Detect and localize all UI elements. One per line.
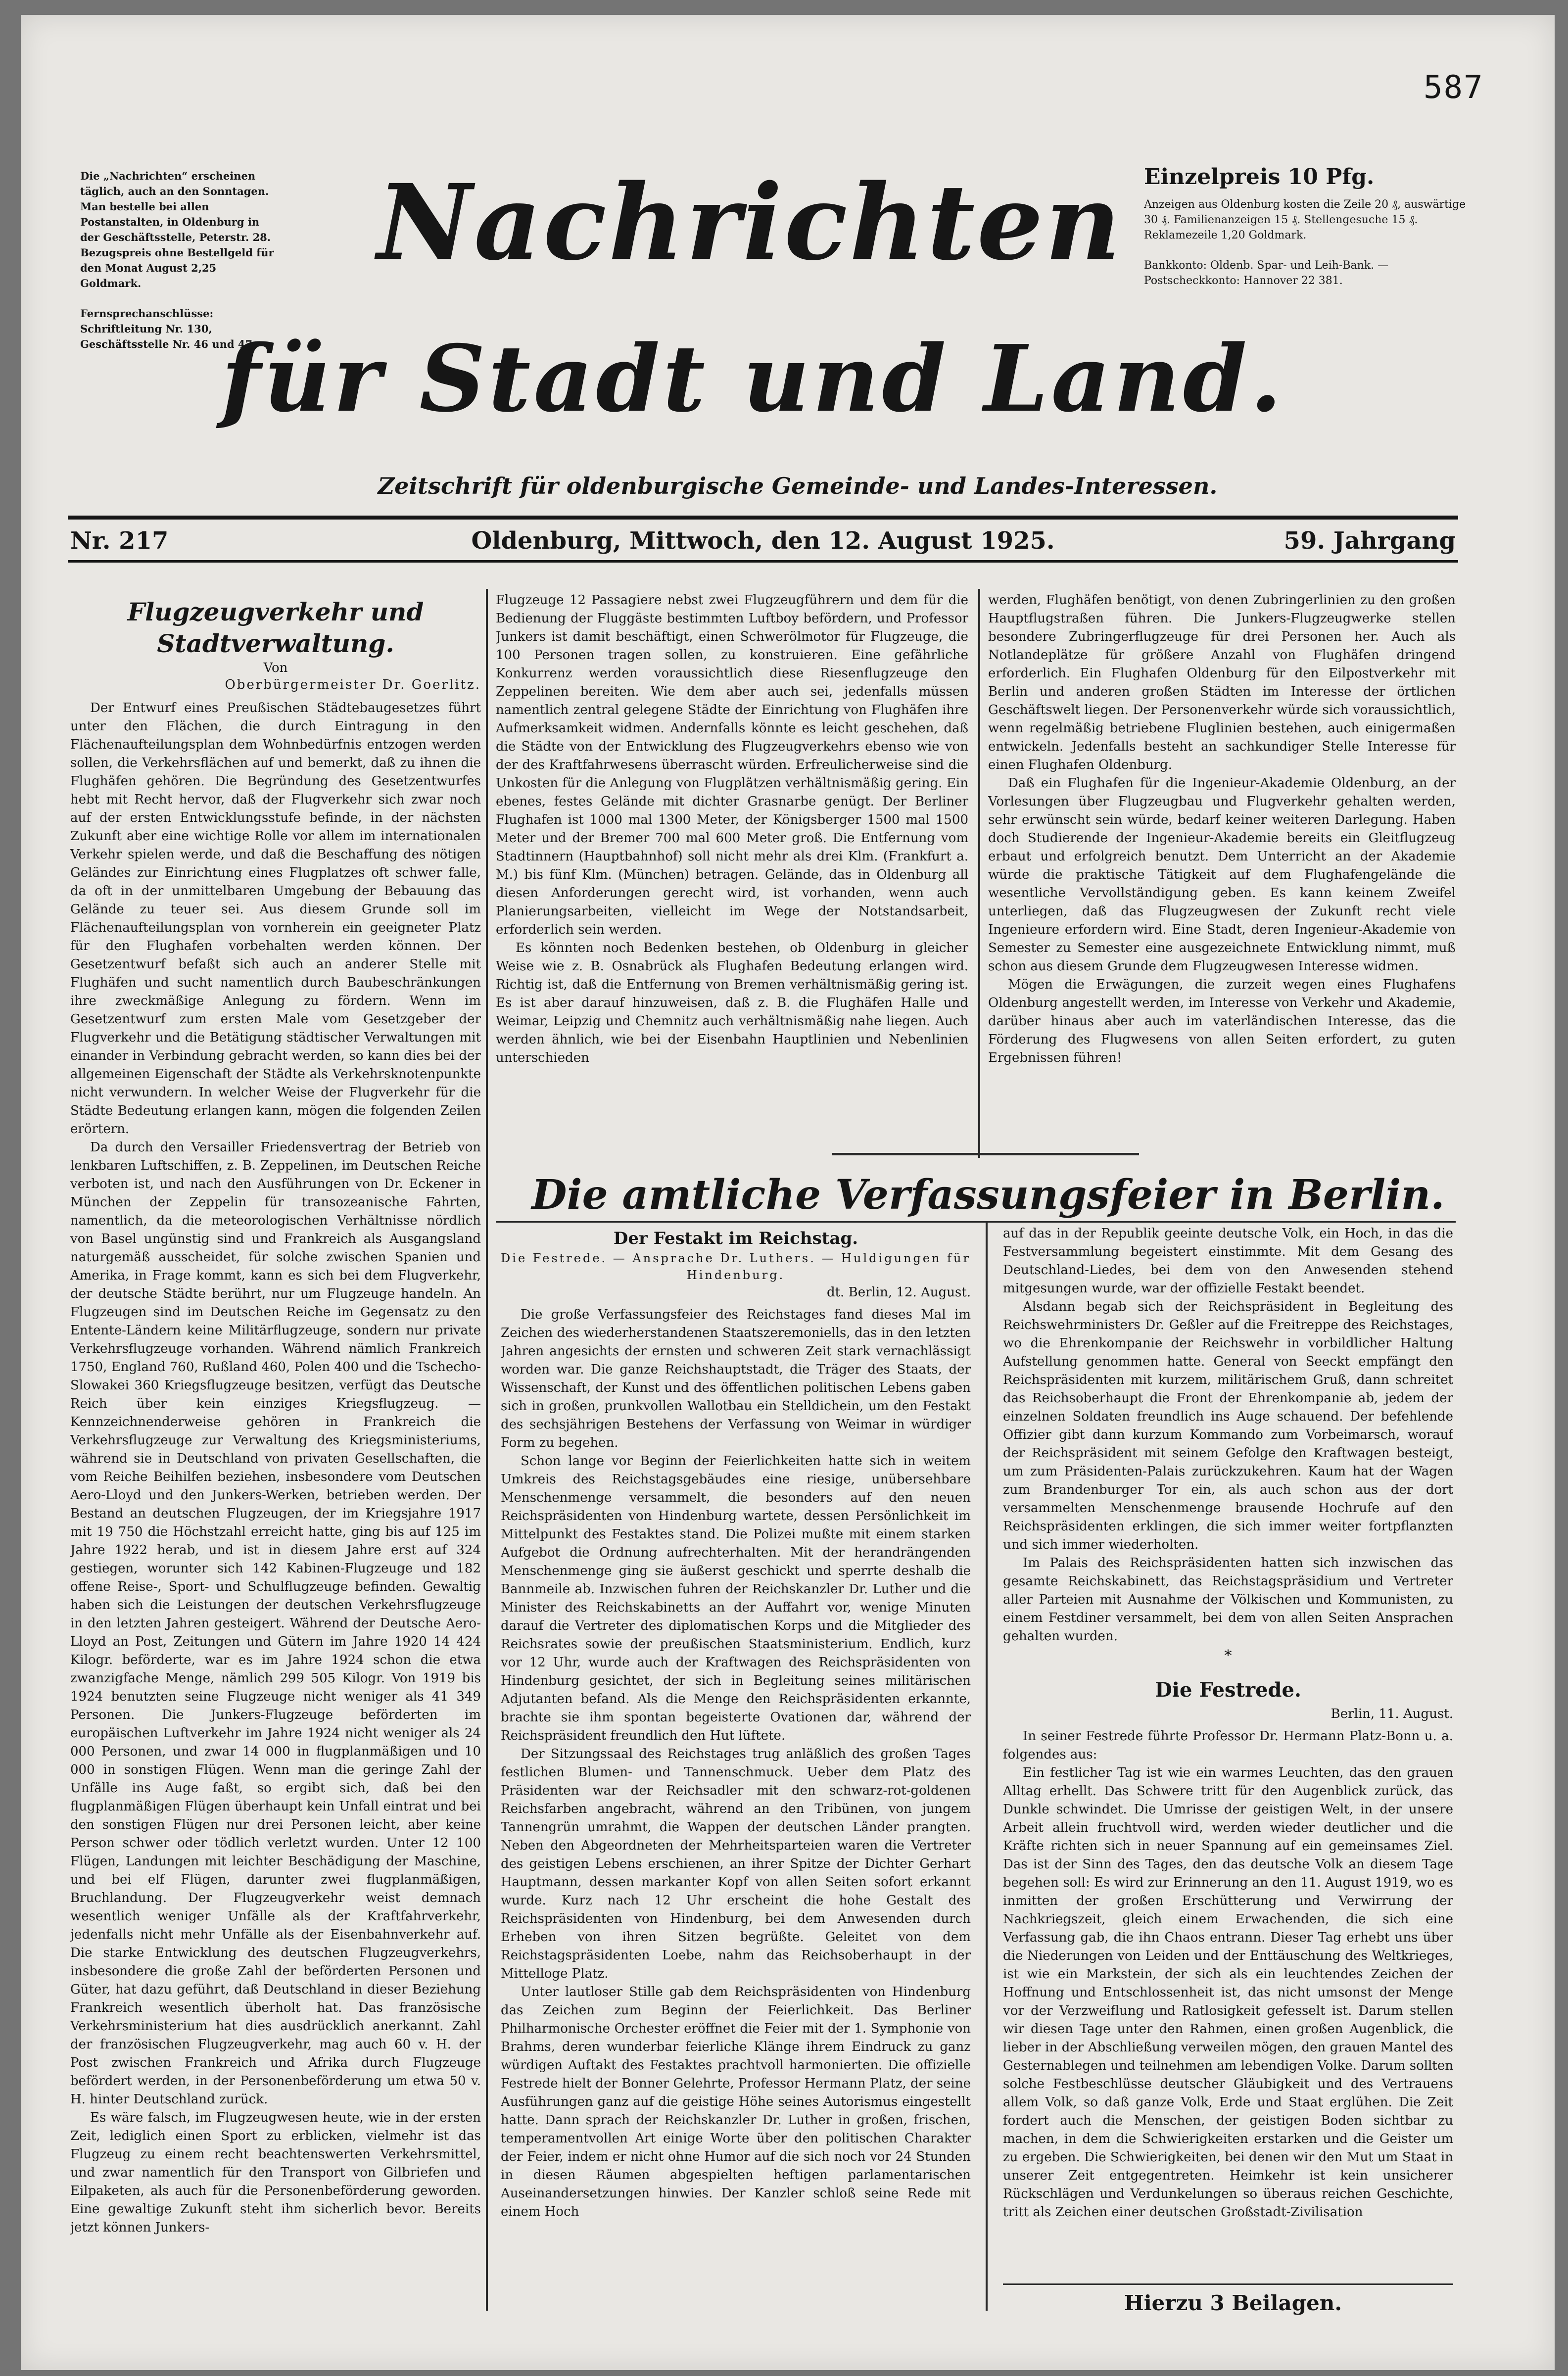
column-rule-3: [986, 1222, 988, 2311]
issue-date: Oldenburg, Mittwoch, den 12. August 1925.: [471, 527, 1055, 555]
paragraph: Flugzeuge 12 Passagiere nebst zwei Flugzeugführern und dem für die Bedienung der Fluggäste bestimmten Luftboy befördern, und Professor Junkers ist damit beschäftigt, einen Schwerölmotor für Flugzeuge, die 100 Personen tragen sollen, zu konstruieren. Eine gefährliche Konkurrenz werden voraussichtlich diese Riesenflugzeuge den Zeppelinen bereiten. Wie dem aber auch sei, jedenfalls müssen namentlich zentral gelegene Städte der Einrichtung von Flughäfen ihre Aufmerksamkeit widmen. Andernfalls könnte es leicht geschehen, daß die Städte von der Entwicklung des Flugzeugverkehrs ebenso wie von der des Kraftfahrwesens überrascht würden. Erfreulicherweise sind die Unkosten für die Anlegung von Flugplätzen verhältnismäßig gering. Ein ebenes, festes Gelände mit dichter Grasnarbe genügt. Der Berliner Flughafen ist 1000 mal 1300 Meter, der Königsberger 1500 mal 1500 Meter und der Bremer 700 mal 600 Meter groß. Die Entfernung vom Stadtinnern (Hauptbahnhof) soll nicht mehr als drei Klm. (Frankfurt a. M.) bis fünf Klm. (München) betragen. Gelände, das in Oldenburg all diesen Anforderungen gerecht wird, ist vorhanden, wenn auch Planierungsarbeiten, vielleicht im Wege der Notstandsarbeit, erforderlich sein werden.: [496, 593, 968, 937]
paragraph: Unter lautloser Stille gab dem Reichspräsidenten von Hindenburg das Zeichen zum Beginn der Feierlichkeit. Das Berliner Philharmonische Orchester eröffnet die Feier mit der 1. Symphonie von Brahms, deren wunderbar feierliche Klänge ihrem Eindruck zu ganz würdigen Auftakt des Festaktes prachtvoll harmonierten. Die offizielle Festrede hielt der Bonner Gelehrte, Professor Hermann Platz, der seine Ausführungen ganz auf die geistige Höhe seines Autorismus eingestellt hatte. Dann sprach der Reichskanzler Dr. Luther in großen, frischen, temperamentvollen Art einige Worte über den politischen Charakter der Feier, indem er nicht ohne Humor auf die sich noch vor 24 Stunden in diesen Räumen abgespielten heftigen parlamentarischen Auseinandersetzungen hinwies. Der Kanzler schloß seine Rede mit einem Hoch: [501, 1985, 971, 2219]
article-subheading: Der Festakt im Reichstag.: [613, 1229, 858, 1248]
dateline-rule-bottom: [68, 560, 1458, 563]
byline-von: Von: [263, 661, 288, 675]
paragraph: In seiner Festrede führte Professor Dr. Hermann Platz-Bonn u. a. folgendes aus:: [1003, 1729, 1453, 1762]
paragraph: Der Sitzungssaal des Reichstages trug anläßlich des großen Tages festlichen Blumen- und Tannenschmuck. Ueber dem Platz des Präsidenten war der Reichsadler mit den schwarz-rot-goldenen Reichsfarben angebracht, während an den Tribünen, von jungem Tannengrün umrahmt, die Wappen der deutschen Länder prangten. Neben den Abgeordneten der Mehrheitsparteien waren die Vertreter des geistigen Lebens erschienen, an ihrer Spitze der Dichter Gerhart Hauptmann, dessen markanter Kopf von allen Seiten sofort erkannt wurde. Kurz nach 12 Uhr erscheint die hohe Gestalt des Reichspräsidenten von Hindenburg, bei dem Anwesenden durch Erheben von ihren Sitzen begrüßte. Geleitet von dem Reichstagspräsidenten Loebe, nahm das Reichsoberhaupt in der Mittelloge Platz.: [501, 1747, 971, 1981]
article-flugzeugverkehr-col3: [988, 591, 1456, 1145]
paragraph: Daß ein Flughafen für die Ingenieur-Akademie Oldenburg, an der Vorlesungen über Flugzeugbau und Flugverkehr gehalten werden, sehr erwünscht sein würde, bedarf keiner weiteren Darlegung. Haben doch Studierende der Ingenieur-Akademie bereits ein Gleitflugzeug erbaut und erfolgreich benutzt. Dem Unterricht an der Akademie würde die praktische Tätigkeit auf dem Flughafengelände die wesentliche Vervollständigung geben. Es kann keinem Zweifel unterliegen, daß das Flugzeugwesen der Zukunft recht viele Ingenieure erfordern wird. Eine Stadt, deren Ingenieur-Akademie von Semester zu Semester eine ausgezeichnete Entwicklung nimmt, muß schon aus diesem Grunde dem Flugzeugwesen Interesse widmen.: [988, 776, 1456, 974]
column-rule-1: [486, 589, 488, 2311]
subscription-terms: Die „Nachrichten“ erscheinen täglich, auch an den Sonntagen. Man bestelle bei allen Postanstalten, in Oldenburg in der Geschäftsstelle, Peterstr. 28. Bezugspreis ohne Bestellgeld für den Monat August 2,25 Goldmark.: [80, 170, 274, 289]
footer-rule: [1003, 2283, 1453, 2285]
heading-rule: [496, 1221, 1456, 1223]
issue-number: Nr. 217: [70, 527, 169, 555]
festrede-heading: Die Festrede.: [1155, 1678, 1301, 1702]
advertising-rates: Anzeigen aus Oldenburg kosten die Zeile 20 ₰, auswärtige 30 ₰. Familienanzeigen 15 ₰. Stellengesuche 15 ₰. Reklamezeile 1,20 Goldmark.: [1144, 198, 1466, 241]
paragraph: Im Palais des Reichspräsidenten hatten sich inzwischen das gesamte Reichskabinett, das Reichstagspräsidium und Vertreter aller Parteien mit Ausnahme der Völkischen und Kommunisten, zu einem Festdiner versammelt, bei dem von allen Seiten Ansprachen gehalten wurden.: [1003, 1556, 1453, 1644]
paragraph: Mögen die Erwägungen, die zurzeit wegen eines Flughafens Oldenburg angestellt werden, im Interesse von Verkehr und Akademie, darüber hinaus aber auch im vaterländischen Interesse, das die Förderung des Flugwesens von allen Seiten erfordert, zu guten Ergebnissen führen!: [988, 977, 1456, 1065]
paragraph: Da durch den Versailler Friedensvertrag der Betrieb von lenkbaren Luftschiffen, z. B. Zeppelinen, im Deutschen Reiche verboten ist, und nach den Ausführungen von Dr. Eckener in München der Zeppelin für transozeanische Fahrten, namentlich, da die meteorologischen Verhältnisse nördlich von Basel ungünstig sind und Frankreich als Ausgangsland naturgemäß ausscheidet, für solche zwischen Spanien und Amerika, in Frage kommt, kann es sich bei dem Flugverkehr, der deutsche Städte berührt, nur um Flugzeuge handeln. An Flugzeugen sind im Deutschen Reiche im Gegensatz zu den Entente-Ländern keine Militärflugzeuge, sondern nur private Verkehrsflugzeuge vorhanden. Während nämlich Frankreich 1750, England 760, Rußland 460, Polen 400 und die Tschecho-Slowakei 360 Kriegsflugzeuge besitzen, verfügt das Deutsche Reich über kein einziges Kriegsflugzeug. — Kennzeichnenderweise gehören in Frankreich die Verkehrsflugzeuge zur Verwaltung des Kriegsministeriums, während sie in Deutschland von privaten Gesellschaften, die vom Reiche Beihilfen beziehen, insbesondere vom Deutschen Aero-Lloyd und den Junkers-Werken, betrieben werden. Der Bestand an deutschen Flugzeugen, der im Kriegsjahre 1917 mit 19 750 die Höchstzahl erreicht hatte, ging bis auf 125 im Jahre 1922 herab, und ist in diesem Jahre erst auf 324 gestiegen, worunter sich 142 Kabinen-Flugzeuge und 182 offene Reise-, Sport- und Schulflugzeuge befinden. Gewaltig haben sich die Leistungen der deutschen Verkehrsflugzeuge in den letzten Jahren gesteigert. Während der Deutsche Aero-Lloyd an Post, Zeitungen und Gütern im Jahre 1920 14 424 Kilogr. beförderte, war es im Jahre 1924 schon die etwa zwanzigfache Menge, nämlich 299 505 Kilogr. Von 1919 bis 1924 benutzten seine Flugzeuge nicht weniger als 41 349 Personen. Die Junkers-Flugzeuge beförderten im europäischen Luftverkehr im Jahre 1924 nicht weniger als 24 000 Personen, und zwar 14 000 in flugplanmäßigen und 10 000 in sonstigen Flügen. Wenn man die geringe Zahl der Unfälle ins Auge faßt, so ergibt sich, daß bei den flugplanmäßigen Flügen überhaupt kein Unfall eintrat und bei den sonstigen Flügen nur drei Personen leicht, aber keine Person schwer oder tödlich verletzt wurden. Unter 12 100 Flügen, Landungen mit leichter Beschädigung der Maschine, und bei elf Flügen, darunter zwei flugplanmäßigen, Bruchlandung. Der Flugzeugverkehr weist demnach wesentlich weniger Unfälle als der Kraftfahrverkehr, jedenfalls nicht mehr Unfälle als der Eisenbahnverkehr auf. Die starke Entwicklung des deutschen Flugzeugverkehrs, insbesondere die große Zahl der beförderten Personen und Güter, hat dazu geführt, daß Deutschland in dieser Beziehung Frankreich wesentlich überholt hat. Das französische Verkehrsministerium hat dies ausdrücklich anerkannt. Zahl der französischen Flugzeugverkehr, mag auch 60 v. H. der Post zwischen Frankreich und Afrika durch Flugzeuge befördert werden, in der Personenbeförderung um etwa 50 v. H. hinter Deutschland zurück.: [70, 1140, 481, 2107]
article-placeline: dt. Berlin, 12. August.: [826, 1285, 971, 1300]
verfassungsfeier-heading: Die amtliche Verfassungsfeier in Berlin.: [531, 1171, 1445, 1219]
article-verfassungsfeier-col1: [501, 1227, 971, 2321]
article-verfassungsfeier-col2: [1003, 1225, 1453, 2288]
article-author: Oberbürgermeister Dr. Goerlitz.: [225, 677, 481, 692]
column-rule-2: [978, 589, 980, 1158]
article-flugzeugverkehr-col1: [70, 596, 481, 2318]
paragraph: Der Entwurf eines Preußischen Städtebaugesetzes führt unter den Flächen, die durch Eintragung in den Flächenaufteilungsplan dem Wohnbedürfnis entzogen werden sollen, die Verkehrsflächen auf und bemerkt, daß zu ihnen die Flughäfen gehören. Die Begründung des Gesetzentwurfes hebt mit Recht hervor, daß der Flugverkehr sich zwar noch auf der ersten Entwicklungsstufe befinde, in der nächsten Zukunft aber eine wichtige Rolle vor allem im internationalen Verkehr spielen werde, und daß die Beschaffung des nötigen Geländes zur Einrichtung eines Flugplatzes oft schwer falle, da oft in der unmittelbaren Umgebung der Bebauung das Gelände zu teuer sei. Aus diesem Grunde soll im Flächenaufteilungsplan von vornherein ein geeigneter Platz für den Flughafen vorbehalten werden können. Der Gesetzentwurf befaßt sich auch an anderer Stelle mit Flughäfen und sucht namentlich durch Baubeschränkungen ihre zweckmäßige Anlegung zu fördern. Wenn im Gesetzentwurf zum ersten Male vom Gesetzgeber der Flugverkehr und die Betätigung städtischer Verwaltungen mit einander in Verbindung gebracht werden, so kann dies bei der allgemeinen Eigenschaft der Städte als Verkehrsknotenpunkte nicht verwundern. In welcher Weise der Flugverkehr für die Städte Bedeutung erlangen kann, mögen die folgenden Zeilen erörtern.: [70, 701, 481, 1137]
newspaper-page: [21, 15, 1555, 2370]
paragraph: Ein festlicher Tag ist wie ein warmes Leuchten, das den grauen Alltag erhellt. Das Schwere tritt für den Augenblick zurück, das Dunkle schwindet. Die Umrisse der geistigen Welt, in der unsere Arbeit allein fruchtvoll wird, werden wieder deutlicher und die Kräfte richten sich in neuer Spannung auf ein gemeinsames Ziel. Das ist der Sinn des Tages, den das deutsche Volk an diesem Tage begehen soll: Es wird zur Erinnerung an den 11. August 1919, wo es inmitten der großen Erschütterung und Verwirrung der Nachkriegszeit, gleich einem Erwachenden, die sich eine Verfassung gab, die ihn Chaos entrann. Dieser Tag erhebt uns über die Niederungen von Leiden und der Enttäuschung des Weltkrieges, ist wie ein Markstein, der sich als ein leuchtendes Zeichen der Hoffnung und Entschlossenheit ist, das nicht umsonst der Menge vor der Verzweiflung und Ratlosigkeit gefesselt ist. Darum stellen wir diesen Tage unter den Rahmen, einen großen Augenblick, die lieber in der Abschließung verweilen mögen, den grauen Mantel des Gesternablegen und teilnehmen am lebendigen Volke. Darum sollten solche Festbeschlüsse deutscher Gläubigkeit und des Vertrauens allem Volk, so daß ganze Volk, Erde und Staat erglühen. Die Zeit fordert auch die Menschen, der geistigen Boden sichtbar zu machen, in dem die Schwierigkeiten erstarken und die Geister um zu ergeben. Die Schwierigkeiten, bei denen wir den Mut um Staat in unserer Zeit entgegentreten. Heimkehr ist kein unsicherer Rückschlägen und Verdunkelungen so überaus reichen Geschichte, tritt als Zeichen einer deutschen Großstadt-Zivilisation: [1003, 1765, 1453, 2220]
newspaper-title-line1: Nachrichten: [377, 161, 1123, 284]
price-info: [1144, 163, 1480, 288]
paragraph: Schon lange vor Beginn der Feierlichkeiten hatte sich in weitem Umkreis des Reichstagsgebäudes eine riesige, unübersehbare Menschenmenge versammelt, die besonders auf den neuen Reichspräsidenten von Hindenburg wartete, dessen Persönlichkeit im Mittelpunkt des Festaktes stand. Die Polizei mußte mit einem starken Aufgebot die Ordnung aufrechterhalten. Mit der herandrängenden Menschenmenge ging sie äußerst geschickt und sperrte deshalb die Bannmeile ab. Inzwischen fuhren der Reichskanzler Dr. Luther und die Minister des Reichskabinetts an der Auffahrt vor, wenige Minuten darauf die Vertreter des diplomatischen Korps und die Mitglieder des Reichsrates sowie der preußischen Staatsministerium. Endlich, kurz vor 12 Uhr, wurde auch der Kraftwagen des Reichspräsidenten von Hindenburg gesichtet, der sich in Begleitung seines militärischen Adjutanten befand. Als die Menge den Reichspräsidenten erkannte, brachte sie ihm spontan begeisterte Ovationen dar, während der Reichspräsident freundlich den Hut lüftete.: [501, 1454, 971, 1743]
page-number: 587: [1424, 69, 1484, 106]
paragraph: Es wäre falsch, im Flugzeugwesen heute, wie in der ersten Zeit, lediglich einen Sport zu erblicken, vielmehr ist das Flugzeug zu einem recht beachtenswerten Verkehrsmittel, und zwar namentlich für den Transport von Gilbriefen und Eilpaketen, als auch für die Personenbeförderung geworden. Eine gewaltige Zukunft steht ihm sicherlich bevor. Bereits jetzt können Junkers-: [70, 2110, 481, 2235]
article-separator: [832, 1153, 1139, 1155]
single-copy-price: Einzelpreis 10 Pfg.: [1144, 164, 1375, 190]
volume-number: 59. Jahrgang: [1283, 527, 1456, 555]
bank-accounts: Bankkonto: Oldenb. Spar- und Leih-Bank. — Postscheckkonto: Hannover 22 381.: [1144, 259, 1389, 287]
paragraph: Alsdann begab sich der Reichspräsident in Begleitung des Reichswehrministers Dr. Geßler auf die Freitreppe des Reichstages, wo die Ehrenkompanie der Reichswehr in vorbildlicher Haltung Aufstellung genommen hatte. General von Seeckt empfängt den Reichspräsidenten mit kurzem, militärischem Gruß, dann schreitet das Reichsoberhaupt die Front der Ehrenkompanie ab, jedem der einzelnen Soldaten freundlich ins Auge schauend. Der befehlende Offizier gibt dann kurzum Kommando zum Vorbeimarsch, worauf der Reichspräsident mit seinem Gefolge den Kraftwagen besteigt, um zum Präsidenten-Palais zurückzukehren. Kaum hat der Wagen zum Brandenburger Tor ein, als auch schon aus der dort versammelten Menschenmenge brausende Hochrufe auf den Reichspräsidenten erklingen, die sich immer weiter fortpflanzten und sich immer wiederholten.: [1003, 1299, 1453, 1552]
festrede-placeline: Berlin, 11. August.: [1330, 1707, 1453, 1721]
article-heading: Flugzeugverkehr und Stadtverwaltung.: [127, 597, 424, 658]
newspaper-title-line2: für Stadt und Land.: [221, 325, 1285, 432]
article-summary: Die Festrede. — Ansprache Dr. Luthers. — Huldigungen für Hindenburg.: [501, 1251, 971, 1282]
dateline-rule-top: [68, 516, 1458, 520]
newspaper-subtitle: Zeitschrift für oldenburgische Gemeinde- und Landes-Interessen.: [378, 473, 1218, 499]
paragraph: auf das in der Republik geeinte deutsche Volk, ein Hoch, in das die Festversammlung begeistert einstimmte. Mit dem Gesang des Deutschland-Liedes, bei dem von den Anwesenden stehend mitgesungen wurde, war der offizielle Festakt beendet.: [1003, 1226, 1453, 1296]
paragraph: werden, Flughäfen benötigt, von denen Zubringerlinien zu den großen Hauptflugstraßen führen. Die Junkers-Flugzeugwerke stellen besondere Zubringerflugzeuge für drei Personen her. Auch als Notlandeplätze für größere Anzahl von Flughäfen dringend erforderlich. Ein Flughafen Oldenburg für den Eilpostverkehr mit Berlin und anderen großen Städten im Interesse der örtlichen Geschäftswelt liegen. Der Personenverkehr würde sich voraussichtlich, wenn regelmäßig betriebene Fluglinien bestehen, auch einigermaßen entwickeln. Jedenfalls besteht an sachkundiger Stelle Interesse für einen Flughafen Oldenburg.: [988, 593, 1456, 772]
paragraph: Es könnten noch Bedenken bestehen, ob Oldenburg in gleicher Weise wie z. B. Osnabrück als Flughafen Bedeutung erlangen wird. Richtig ist, daß die Entfernung von Bremen verhältnismäßig gering ist. Es ist aber darauf hinzuweisen, daß z. B. die Flughäfen Halle und Weimar, Leipzig und Chemnitz auch verhältnismäßig nahe liegen. Auch werden ähnlich, wie bei der Eisenbahn Hauptlinien und Nebenlinien unterschieden: [496, 941, 968, 1065]
paragraph: Die große Verfassungsfeier des Reichstages fand dieses Mal im Zeichen des wiederherstandenen Staatszeremoniells, das in den letzten Jahren angesichts der ernsten und schweren Zeit stark vernachlässigt worden war. Die ganze Reichshauptstadt, die Träger des Staats, der Wissenschaft, der Kunst und des öffentlichen politischen Lebens gaben sich in großen, prunkvollen Wallotbau ein Stelldichein, um den Festakt des sechsjährigen Bestehens der Verfassung von Weimar in würdiger Form zu begehen.: [501, 1307, 971, 1450]
article-flugzeugverkehr-col2: [496, 591, 968, 1165]
supplements-note: Hierzu 3 Beilagen.: [1124, 2291, 1342, 2315]
telephone-numbers: Fernsprechanschlüsse: Schriftleitung Nr. 130, Geschäftsstelle Nr. 46 und 47.: [80, 307, 256, 350]
section-star: *: [1224, 1647, 1232, 1664]
